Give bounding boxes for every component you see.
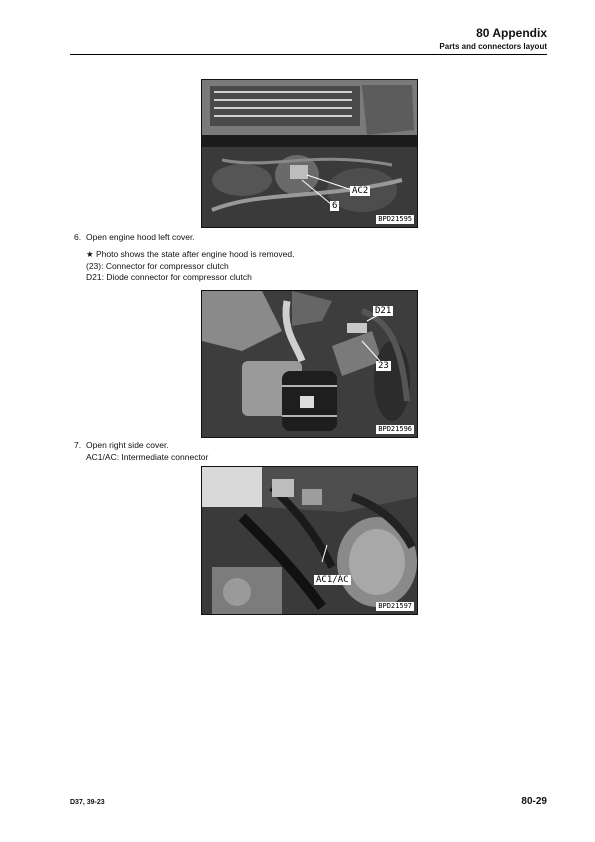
engine-photo-3 xyxy=(202,467,417,614)
step-6-note: ★ Photo shows the state after engine hood is removed. xyxy=(86,249,295,259)
step-7-line-1: AC1/AC: Intermediate connector xyxy=(86,452,209,462)
page-number: 80-29 xyxy=(521,796,547,807)
figure-code: BPD21596 xyxy=(378,425,412,433)
figure-code: BPD21597 xyxy=(378,602,412,610)
header-rule xyxy=(70,54,547,55)
footer-model: D37, 39-23 xyxy=(70,799,105,806)
step-7-title: 7. Open right side cover. xyxy=(74,440,169,450)
callout-ac1-ac: AC1/AC xyxy=(316,575,349,585)
engine-photo-1 xyxy=(202,80,417,227)
photo-d21-connector xyxy=(201,290,418,438)
section-title: 80 Appendix xyxy=(476,26,547,40)
callout-ac2: AC2 xyxy=(352,186,369,196)
section-subtitle: Parts and connectors layout xyxy=(439,42,547,51)
step-6-line-1: (23): Connector for compressor clutch xyxy=(86,261,229,271)
photo-ac1-connector xyxy=(201,466,418,615)
callout-6: 6 xyxy=(332,201,338,211)
photo-ac2-connector xyxy=(201,79,418,228)
callout-d21: D21 xyxy=(375,306,392,316)
figure-code: BPD21595 xyxy=(378,215,412,223)
step-6-title: 6. Open engine hood left cover. xyxy=(74,232,195,242)
step-6-line-2: D21: Diode connector for compressor clutch xyxy=(86,272,252,282)
step-6-number: 6. xyxy=(74,232,82,242)
callout-23: 23 xyxy=(378,361,389,371)
step-7-number: 7. xyxy=(74,440,82,450)
